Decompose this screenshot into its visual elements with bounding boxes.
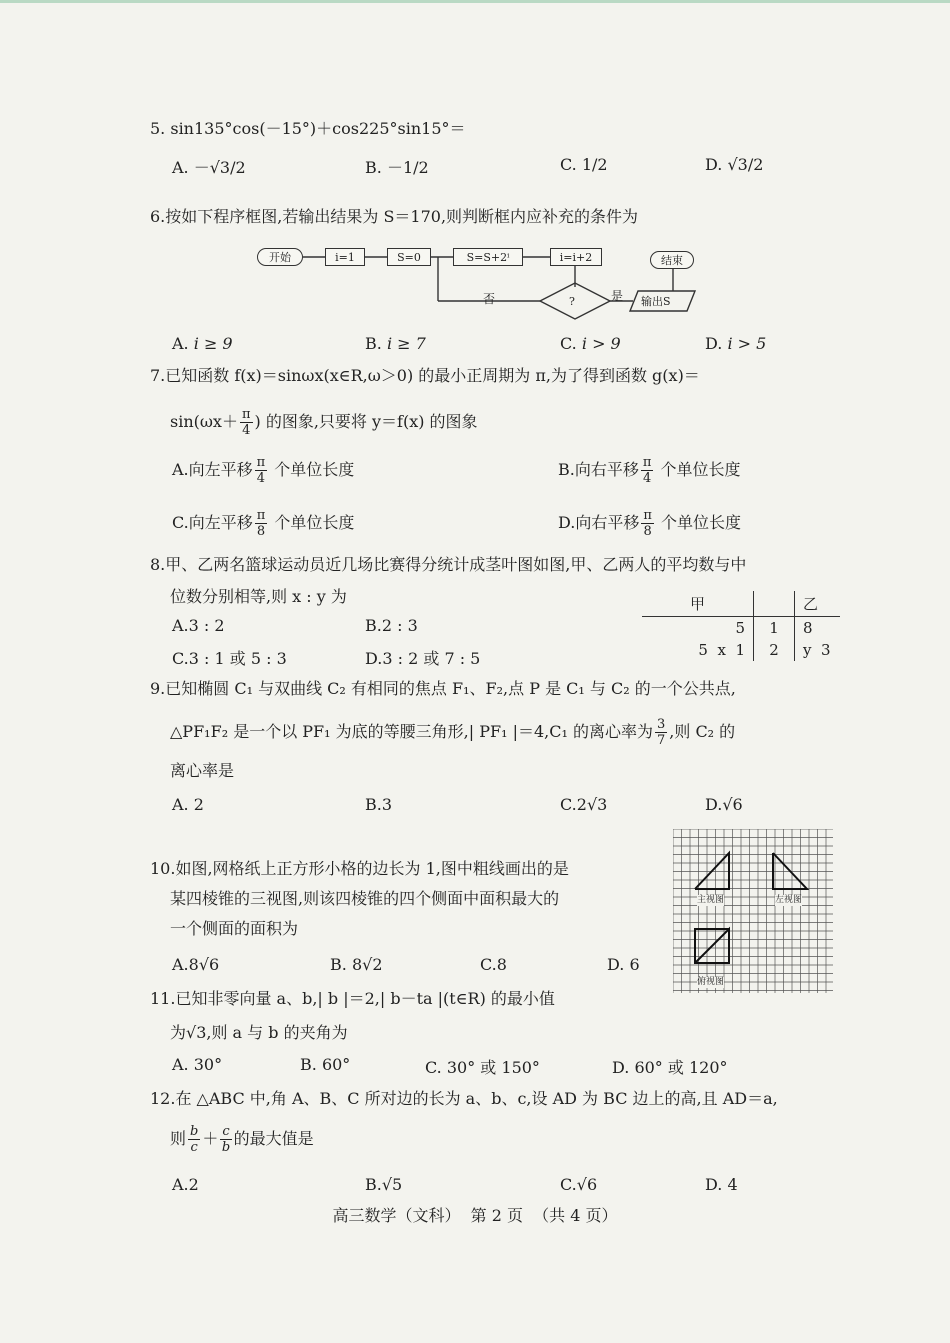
q5-option-a: A. －√3/2 bbox=[172, 158, 246, 177]
q11-option-a: A. 30° bbox=[172, 1055, 223, 1074]
leaf-row1-stem: 1 bbox=[754, 617, 795, 640]
q10-option-b: B. 8√2 bbox=[330, 955, 383, 974]
q12-stem-line2: 则 $\frac{b}{c}$ ＋ $\frac{c}{b}$ 的最大值是 bbox=[170, 1124, 314, 1155]
q6-stem: 6.按如下程序框图,若输出结果为 S＝170,则判断框内应补充的条件为 bbox=[150, 207, 639, 226]
q9-option-a: A. 2 bbox=[172, 795, 204, 814]
q8-stem-line2: 位数分别相等,则 x : y 为 bbox=[170, 587, 347, 606]
flow-yes-label: 是 bbox=[611, 289, 624, 303]
q10-stem-line3: 一个侧面的面积为 bbox=[170, 919, 299, 938]
q8-option-c: C.3 : 1 或 5 : 3 bbox=[172, 649, 287, 668]
q5-stem: 5. sin135°cos(－15°)＋cos225°sin15°＝ bbox=[150, 119, 466, 138]
leaf-row2-right: y 3 bbox=[803, 641, 831, 659]
q11-option-c: C. 30° 或 150° bbox=[425, 1058, 540, 1077]
q6-option-b: B. i ≥ 7 bbox=[365, 334, 426, 353]
q12-option-a: A.2 bbox=[172, 1175, 199, 1194]
q7-option-c: C.向左平移 $\frac{\pi}{8}$ 个单位长度 bbox=[172, 508, 355, 539]
flow-start: 开始 bbox=[257, 248, 303, 266]
leaf-row1-left: 5 bbox=[735, 619, 745, 637]
top-view-label: 俯视图 bbox=[697, 977, 725, 987]
q5-option-c: C. 1/2 bbox=[560, 155, 608, 174]
q12-option-d: D. 4 bbox=[705, 1175, 738, 1194]
leaf-row2-left: 5 x 1 bbox=[698, 641, 745, 659]
q9-option-b: B.3 bbox=[365, 795, 393, 814]
q10-option-a: A.8√6 bbox=[172, 955, 220, 974]
leaf-head-yi: 乙 bbox=[803, 595, 819, 613]
three-view-grid bbox=[673, 829, 833, 993]
page-footer: 高三数学（文科） 第 2 页 （共 4 页） bbox=[332, 1206, 618, 1225]
q11-option-d: D. 60° 或 120° bbox=[612, 1058, 728, 1077]
q7-stem-line2: sin(ωx＋ $\frac{\pi}{4}$ ) 的图象,只要将 y＝f(x) 的图象 bbox=[170, 407, 478, 438]
flowchart bbox=[255, 241, 705, 331]
q7-option-d: D.向右平移 $\frac{\pi}{8}$ 个单位长度 bbox=[558, 508, 742, 539]
q8-stem-line1: 8.甲、乙两名篮球运动员近几场比赛得分统计成茎叶图如图,甲、乙两人的平均数与中 bbox=[150, 555, 747, 574]
flow-box-s0: S=0 bbox=[387, 248, 431, 266]
q9-option-c: C.2√3 bbox=[560, 795, 608, 814]
q11-option-b: B. 60° bbox=[300, 1055, 351, 1074]
q11-stem-line1: 11.已知非零向量 a、b,| b |＝2,| b－ta |(t∈R) 的最小值 bbox=[150, 989, 555, 1008]
q12-option-b: B.√5 bbox=[365, 1175, 403, 1194]
q12-stem-line1: 12.在 △ABC 中,角 A、B、C 所对边的长为 a、b、c,设 AD 为 BC 边上的高,且 AD＝a, bbox=[150, 1089, 778, 1108]
flow-end: 结束 bbox=[650, 251, 694, 269]
flow-box-inc: i=i+2 bbox=[550, 248, 602, 266]
leaf-head-jia: 甲 bbox=[689, 595, 705, 613]
q5-option-b: B. －1/2 bbox=[365, 158, 429, 177]
flow-no-label: 否 bbox=[483, 292, 496, 306]
flow-decision: ? bbox=[569, 295, 575, 308]
q8-option-a: A.3 : 2 bbox=[172, 616, 225, 635]
q9-option-d: D.√6 bbox=[705, 795, 743, 814]
q12-option-c: C.√6 bbox=[560, 1175, 598, 1194]
q7-stem-line1: 7.已知函数 f(x)＝sinωx(x∈R,ω＞0) 的最小正周期为 π,为了得到函数 g(x)＝ bbox=[150, 366, 700, 385]
q9-stem-line3: 离心率是 bbox=[170, 761, 235, 780]
front-view-label: 主视图 bbox=[697, 895, 725, 905]
q10-stem-line1: 10.如图,网格纸上正方形小格的边长为 1,图中粗线画出的是 bbox=[150, 859, 569, 878]
q11-stem-line2: 为√3,则 a 与 b 的夹角为 bbox=[170, 1023, 348, 1042]
q8-option-d: D.3 : 2 或 7 : 5 bbox=[365, 649, 481, 668]
side-view-label: 左视图 bbox=[775, 895, 803, 905]
q10-option-c: C.8 bbox=[480, 955, 507, 974]
flow-box-sum: S=S+2ⁱ bbox=[453, 248, 523, 266]
q9-stem-line2: △PF₁F₂ 是一个以 PF₁ 为底的等腰三角形,| PF₁ |＝4,C₁ 的离心率为 $\frac{3}{7}$ ,则 C₂ 的 bbox=[170, 717, 736, 748]
leaf-row2-stem: 2 bbox=[754, 639, 795, 661]
q6-option-a: A. i ≥ 9 bbox=[172, 334, 233, 353]
q10-stem-line2: 某四棱锥的三视图,则该四棱锥的四个侧面中面积最大的 bbox=[170, 889, 560, 908]
stem-leaf-plot bbox=[642, 591, 840, 661]
q5-option-d: D. √3/2 bbox=[705, 155, 764, 174]
leaf-row1-right: 8 bbox=[803, 619, 813, 637]
flow-output: 输出S bbox=[641, 295, 671, 308]
q6-option-c: C. i > 9 bbox=[560, 334, 621, 353]
q9-stem-line1: 9.已知椭圆 C₁ 与双曲线 C₂ 有相同的焦点 F₁、F₂,点 P 是 C₁ 与 C₂ 的一个公共点, bbox=[150, 679, 736, 698]
q8-option-b: B.2 : 3 bbox=[365, 616, 418, 635]
flow-box-i1: i=1 bbox=[325, 248, 365, 266]
q6-option-d: D. i > 5 bbox=[705, 334, 767, 353]
q7-option-b: B.向右平移 $\frac{\pi}{4}$ 个单位长度 bbox=[558, 455, 741, 486]
q10-option-d: D. 6 bbox=[607, 955, 640, 974]
q7-option-a: A.向左平移 $\frac{\pi}{4}$ 个单位长度 bbox=[172, 455, 355, 486]
